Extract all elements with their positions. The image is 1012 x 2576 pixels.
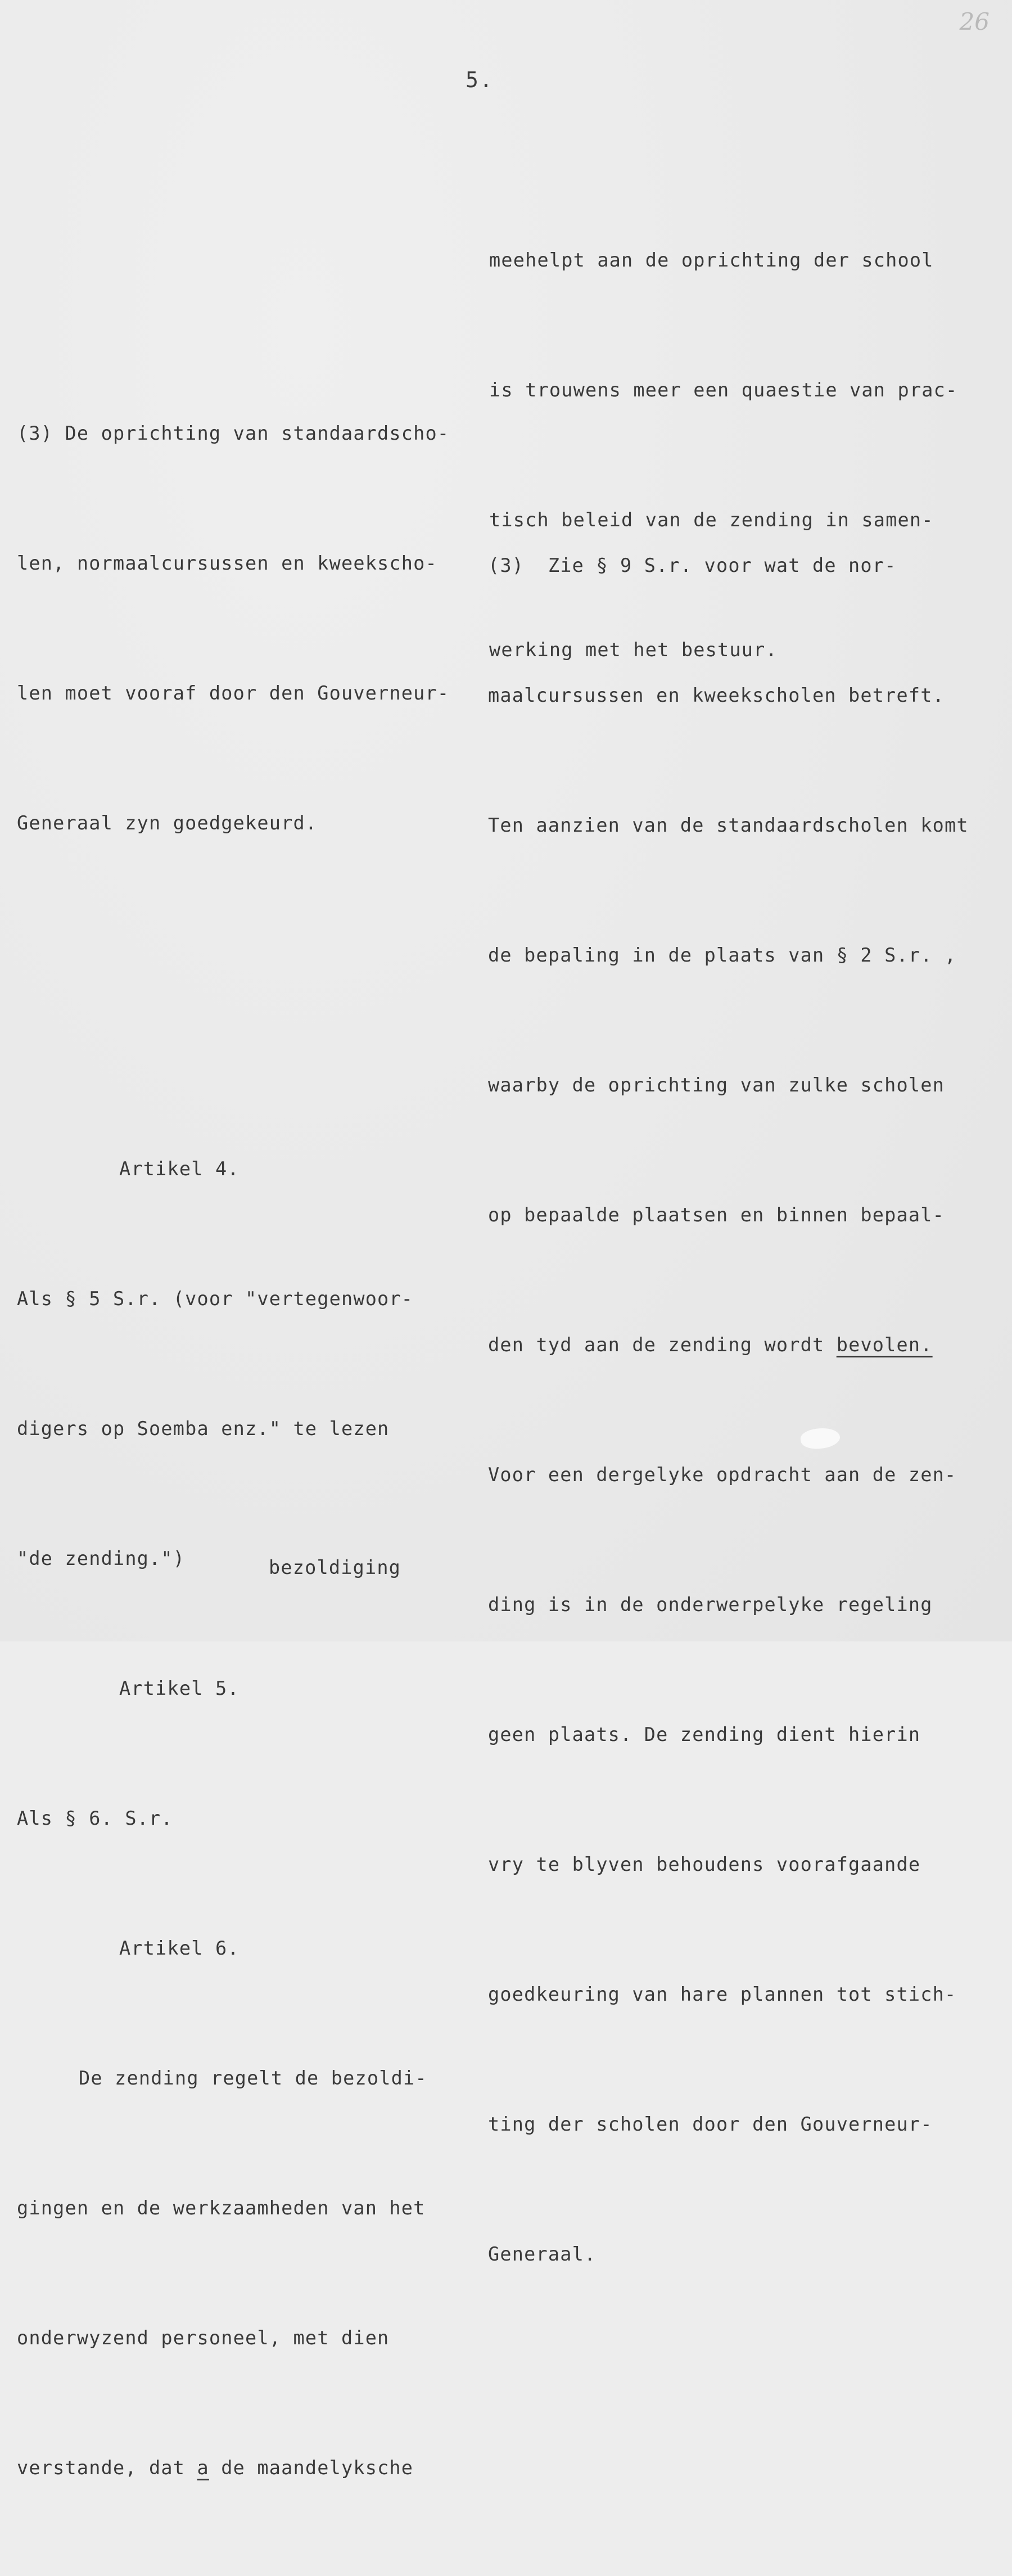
text-line: ding is in de onderwerpelyke regeling [488,1594,933,1616]
text-line: Voor een dergelyke opdracht aan de zen- [488,1464,957,1486]
text-line: Ten aanzien van de standaardscholen komt [488,814,969,836]
text-line: goedkeuring van hare plannen tot stich- [488,1983,957,2005]
left-column-articles [17,1061,427,2576]
text-line: "de zending.") [17,1548,186,1569]
text-line: digers op Soemba enz." te lezen [17,1418,390,1440]
text-line: Als § 6. S.r. [17,1807,173,1829]
left-column-section-3 [17,325,449,931]
article-6-heading: Artikel 6. [119,1937,240,1959]
text-line: werking met het bestuur. [489,639,778,661]
text-line: de bepaling in de plaats van § 2 S.r. , [488,944,957,966]
text-line [17,2446,427,2489]
text-fragment: den tyd aan de zending wordt [488,1334,837,1356]
text-line: gingen en de werkzaamheden van het [17,2197,426,2219]
text-line: Generaal. [488,2243,597,2265]
corner-pencil-mark: 26 [959,8,990,35]
text-line: op bepaalde plaatsen en binnen bepaal- [488,1204,945,1226]
text-line [488,1323,969,1366]
text-fragment: verstande, dat [17,2457,197,2479]
text-line: (3) Zie § 9 S.r. voor wat de nor- [488,554,897,576]
text-line: (3) De oprichting van standaardscho- [17,422,450,444]
text-line: is trouwens meer een quaestie van prac- [489,379,958,401]
text-line: onderwyzend personeel, met dien [17,2327,390,2349]
underlined-letter: a [197,2457,209,2479]
text-line: meehelpt aan de oprichting der school [489,249,934,271]
text-line: len moet vooraf door den Gouverneur- [17,682,450,704]
text-fragment: de maandelyksche [209,2457,414,2479]
catchword: bezoldiging [269,1557,401,1578]
underlined-word: bevolen. [836,1334,933,1356]
text-line: ting der scholen door den Gouverneur- [488,2113,933,2135]
text-line: Generaal zyn goedgekeurd. [17,812,318,834]
article-5-heading: Artikel 5. [119,1677,240,1699]
text-line: Als § 5 S.r. (voor "vertegenwoor- [17,1288,414,1310]
text-line: vry te blyven behoudens voorafgaande [488,1853,921,1875]
text-line: De zending regelt de bezoldi- [79,2067,427,2089]
article-4-heading: Artikel 4. [119,1158,240,1180]
text-line: waarby de oprichting van zulke scholen [488,1074,945,1096]
right-column-note-3 [488,457,969,2362]
text-line: len, normaalcursussen en kweekscho- [17,552,437,574]
text-line: geen plaats. De zending dient hierin [488,1724,921,1745]
page-number: 5. [466,67,494,92]
text-line: tisch beleid van de zending in samen- [489,509,934,531]
text-line: maalcursussen en kweekscholen betreft. [488,684,945,706]
